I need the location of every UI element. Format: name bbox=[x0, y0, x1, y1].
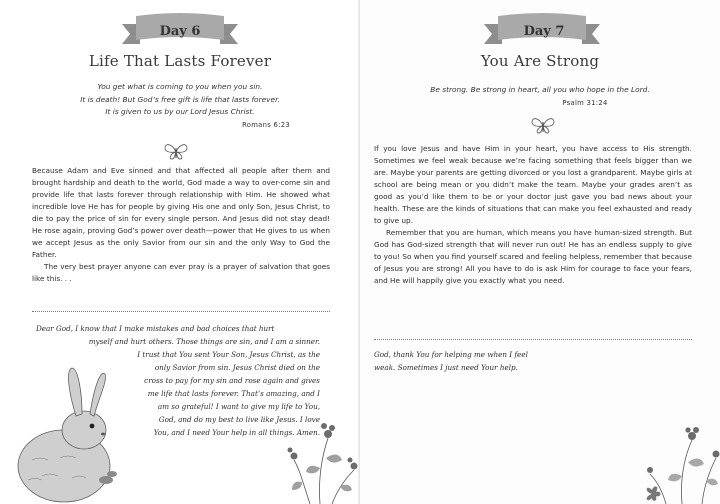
body-paragraph: Because Adam and Eve sinned and that affected all people after them and brought hardship and death to the world, God made a way to over-come sin and provide life that lasts forever through relationship with Him. He showed what incredible love He has for people by giving His one and only Son, Jesus Christ, to die to pay the price of sin for every single person. And Jesus did not stay dead! He rose again, proving God’s power over death—power that He gives to us when we accept Jesus as the only Savior from our sin and the only Way to God the Father. bbox=[32, 166, 330, 259]
prayer-line: myself and hurt others. Those things are sin, and I am a sinner. bbox=[88, 337, 320, 346]
day-banner-label: Day 6 bbox=[159, 24, 201, 39]
page-title: You Are Strong bbox=[480, 52, 600, 70]
prayer-line: only Savior from sin. Jesus Christ died on the bbox=[154, 363, 320, 372]
body-paragraph: Remember that you are human, which means you have human-sized strength. But God has God-sized strength that will never run out! He has an endless supply to give to you! So when you find yourself scared and feeling helpless, remember that because of Jesus you are strong! All you have to do is ask Him for courage to face your fears, and He will happily give you exactly what you need. bbox=[374, 228, 692, 285]
body-paragraph: The very best prayer anyone can ever pray is a prayer of salvation that goes like this. . . bbox=[32, 262, 330, 283]
prayer-line: cross to pay for my sin and rose again and gives bbox=[144, 376, 320, 385]
verse-line: You get what is coming to you when you sin. bbox=[97, 82, 263, 91]
verse-reference: Romans 6:23 bbox=[242, 120, 290, 129]
page-title: Life That Lasts Forever bbox=[88, 52, 272, 70]
scripture-verse bbox=[0, 81, 360, 131]
prayer-line: God, thank You for helping me when I feel bbox=[374, 350, 528, 359]
prayer-text bbox=[374, 348, 674, 374]
prayer-line: I trust that You sent Your Son, Jesus Christ, as the bbox=[137, 350, 320, 359]
devotional-body bbox=[374, 143, 692, 287]
verse-line: Be strong. Be strong in heart, all you who hope in the Lord. bbox=[430, 85, 650, 94]
verse-line: It is given to us by our Lord Jesus Christ. bbox=[105, 107, 255, 116]
prayer-line: Dear God, I know that I make mistakes and bad choices that hurt bbox=[36, 324, 275, 333]
scripture-verse bbox=[360, 84, 720, 109]
devotional-body bbox=[32, 165, 330, 285]
butterfly-icon bbox=[530, 116, 556, 136]
flower-sprig-icon bbox=[622, 410, 720, 504]
verse-reference: Psalm 31:24 bbox=[562, 98, 608, 107]
prayer-line: am so grateful! I want to give my life to You, bbox=[157, 402, 320, 411]
prayer-line: weak. Sometimes I just need Your help. bbox=[374, 363, 518, 372]
day-banner-label: Day 7 bbox=[523, 24, 565, 39]
butterfly-icon bbox=[163, 142, 189, 162]
prayer-line: me life that lasts forever. That’s amazing, and I bbox=[147, 389, 320, 398]
dotted-divider bbox=[374, 339, 692, 340]
prayer-line: God, and do my best to live like Jesus. I love bbox=[158, 415, 320, 424]
body-paragraph: If you love Jesus and have Him in your heart, you have access to His strength. Sometimes we feel weak because we’re facing something that feels bigger than we are. Maybe your parents are getting divorced or you lost a grandparent. Maybe girls at school are being mean or you didn’t make the team. Maybe your grades aren’t as good as you’d like them to be or your doctor just gave you bad news about your health. These are the kinds of situations that can make you feel exhausted and ready to give up. bbox=[374, 144, 692, 225]
dotted-divider bbox=[32, 311, 330, 312]
verse-line: It is death! But God’s free gift is life that lasts forever. bbox=[80, 94, 280, 104]
right-page bbox=[360, 0, 720, 504]
prayer-line: You, and I need Your help in all things. Amen. bbox=[153, 428, 320, 437]
flower-sprig-icon bbox=[280, 398, 360, 504]
bunny-illustration-icon bbox=[2, 362, 122, 504]
